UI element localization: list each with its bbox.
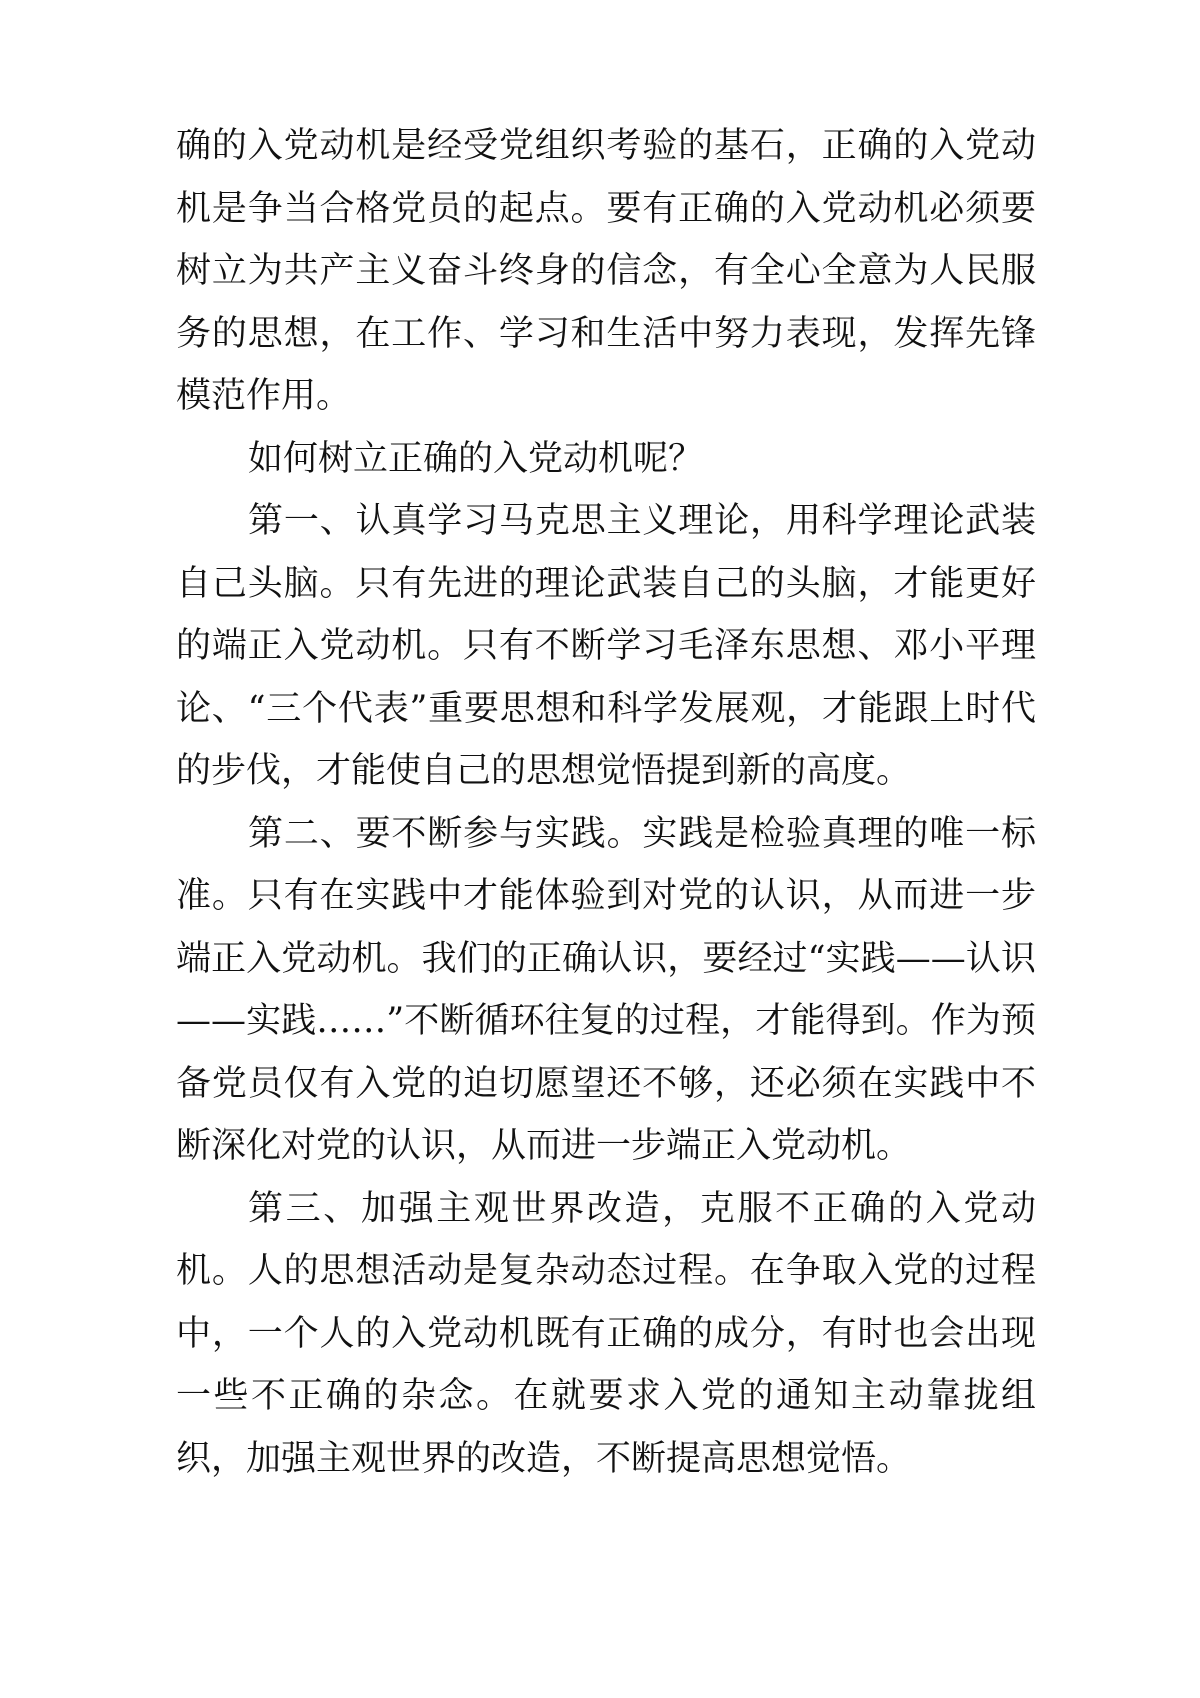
text-line: 中不断深化对党的认识，从而进一步端正入党动机。 — [176, 1063, 1036, 1166]
text-line: 第二、要不断参与实践。实践是检验真理的唯一标 — [248, 813, 1036, 854]
text-line: 的端正入党动机。只有不断学习毛泽东思想、邓小平理 — [176, 626, 1036, 666]
text-line: 代的步伐，才能使自己的思想觉悟提到新的高度。 — [176, 688, 1036, 791]
text-line: 树立为共产主义奋斗终身的信念，有全心全意为人民服 — [176, 251, 1036, 291]
paragraph-second-point — [176, 803, 1036, 1178]
paragraph-third-point — [176, 1178, 1036, 1491]
text-line: 论、“三个代表”重要思想和科学发展观，才能跟上时 — [176, 688, 1001, 729]
text-line: 识——实践……”不断循环往复的过程，才能得到。作 — [176, 938, 1036, 1041]
paragraph-question — [176, 428, 1036, 491]
text-line: 模范作用。 — [176, 376, 352, 416]
text-line: 自己头脑。只有先进的理论武装自己的头脑，才能更好 — [176, 563, 1036, 604]
text-line: 第三、加强主观世界改造，克服不正确的入党动机。 — [176, 1188, 1036, 1291]
paragraph-motive-basis — [176, 115, 1036, 428]
text-line: 不正确的杂念。在就要求入党的通知主动靠拢组织，加 — [176, 1376, 1036, 1479]
document-body — [176, 115, 1036, 1490]
text-line: 如何树立正确的入党动机呢？ — [248, 438, 704, 479]
text-line: 务的思想，在工作、学习和生活中努力表现，发挥先锋 — [176, 313, 1036, 354]
text-line: 确的入党动机是经受党组织考验的基石，正确的入党动 — [176, 126, 1036, 166]
text-line: 准。只有在实践中才能体验到对党的认识，从而进一步 — [176, 876, 1036, 916]
text-line: 端正入党动机。我们的正确认识，要经过“实践——认 — [176, 938, 1001, 979]
text-line: 人的思想活动是复杂动态过程。在争取入党的过程中， — [176, 1251, 1036, 1354]
text-line: 强主观世界的改造，不断提高思想觉悟。 — [281, 1438, 912, 1479]
text-line: 第一、认真学习马克思主义理论，用科学理论武装 — [248, 501, 1036, 541]
text-line: 一个人的入党动机既有正确的成分，有时也会出现一些 — [176, 1313, 1036, 1416]
text-line: 机是争当合格党员的起点。要有正确的入党动机必须要 — [176, 188, 1036, 229]
text-line: 为预备党员仅有入党的迫切愿望还不够，还必须在实践 — [176, 1001, 1036, 1104]
paragraph-first-point — [176, 490, 1036, 803]
